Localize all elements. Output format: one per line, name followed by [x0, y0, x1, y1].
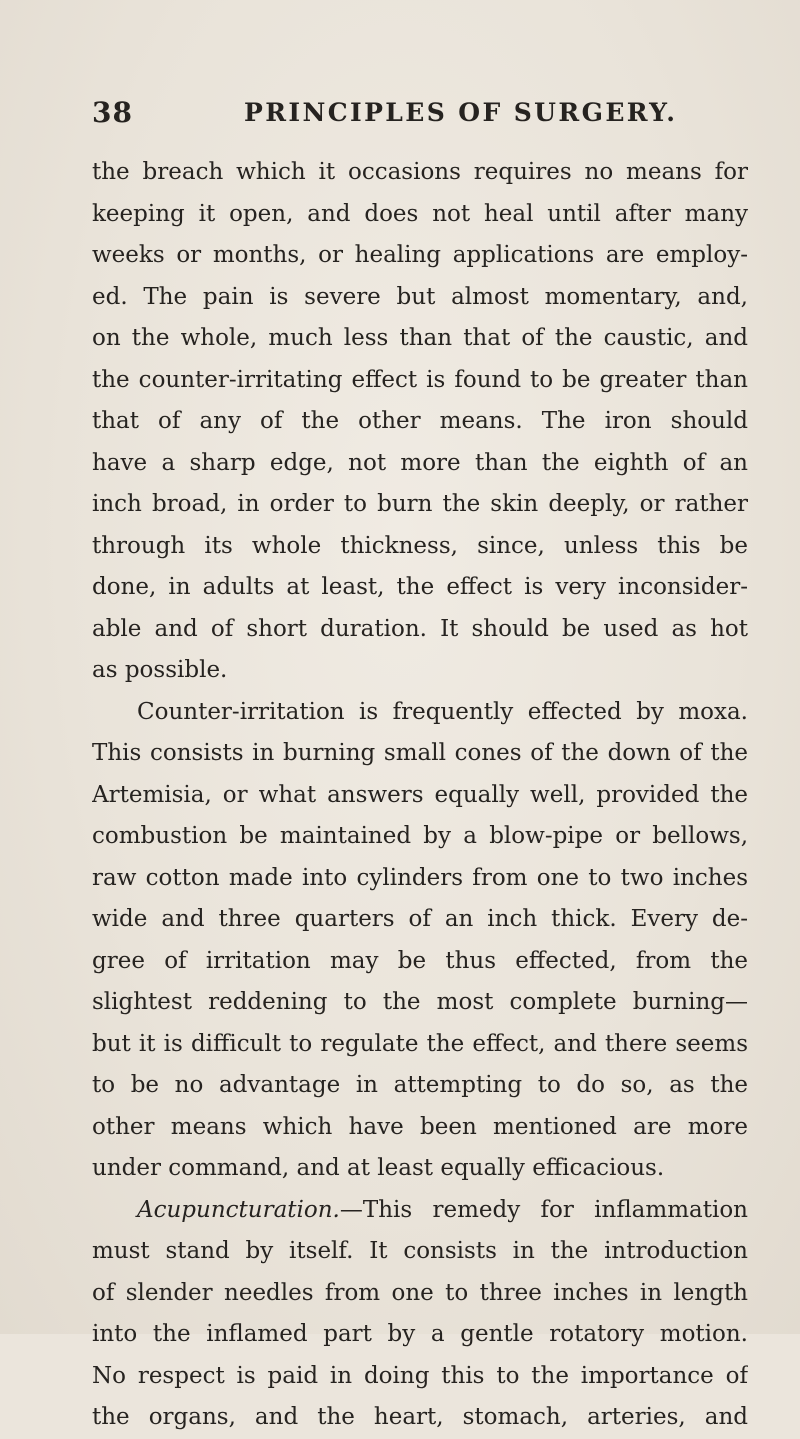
text-line: No respect is paid in doing this to the importance of: [92, 1362, 748, 1389]
text-line: raw cotton made into cylinders from one to two inches: [92, 864, 748, 891]
text-line: combustion be maintained by a blow-pipe or bellows,: [92, 823, 748, 849]
text-line: the counter-irritating effect is found to be greater than: [92, 366, 748, 393]
text-line: as possible.: [92, 657, 228, 683]
running-head: PRINCIPLES OF SURGERY.: [244, 98, 678, 127]
text-line: This consists in burning small cones of the down of the: [92, 740, 748, 766]
text-line: slightest reddening to the most complete burning—: [92, 989, 748, 1015]
text-line: wide and three quarters of an inch thick. Every de-: [92, 906, 748, 932]
text-line: Counter-irritation is frequently effected by moxa.: [137, 698, 748, 725]
text-line: keeping it open, and does not heal until after many: [92, 200, 748, 227]
text-line: but it is difficult to regulate the effect, and there seems: [92, 1030, 748, 1057]
text-line: weeks or months, or healing applications are employ-: [92, 242, 748, 268]
section-heading-acupuncturation: Acupuncturation.: [137, 1196, 340, 1223]
text-line: that of any of the other means. The iron should: [92, 408, 748, 434]
text-line: Artemisia, or what answers equally well, provided the: [92, 781, 748, 808]
text-line: other means which have been mentioned are more: [92, 1113, 748, 1140]
text-line: able and of short duration. It should be used as hot: [92, 615, 748, 642]
text-line: must stand by itself. It consists in the introduction: [92, 1238, 748, 1264]
body-text: [92, 152, 748, 1439]
text-line: the organs, and the heart, stomach, arteries, and: [92, 1404, 748, 1430]
text-line: into the inflamed part by a gentle rotatory motion.: [92, 1321, 748, 1347]
text-line-acupuncture: [92, 1190, 748, 1232]
text-line: to be no advantage in attempting to do so, as the: [92, 1072, 748, 1098]
text-line: inch broad, in order to burn the skin deeply, or rather: [92, 491, 748, 517]
text-line: have a sharp edge, not more than the eighth of an: [92, 449, 748, 476]
text-line: of slender needles from one to three inches in length: [92, 1279, 748, 1306]
text-line: done, in adults at least, the effect is very inconsider-: [92, 574, 748, 600]
text-line: under command, and at least equally efficacious.: [92, 1155, 665, 1181]
text-line: through its whole thickness, since, unless this be: [92, 532, 748, 559]
text-line-remainder: —This remedy for inflammation: [339, 1196, 748, 1223]
text-line: on the whole, much less than that of the caustic, and: [92, 325, 748, 351]
page-header: [92, 96, 732, 136]
page-number: 38: [92, 96, 133, 129]
text-line: gree of irritation may be thus effected, from the: [92, 947, 748, 974]
text-line: ed. The pain is severe but almost momentary, and,: [92, 283, 748, 310]
text-line: the breach which it occasions requires no means for: [92, 159, 748, 185]
